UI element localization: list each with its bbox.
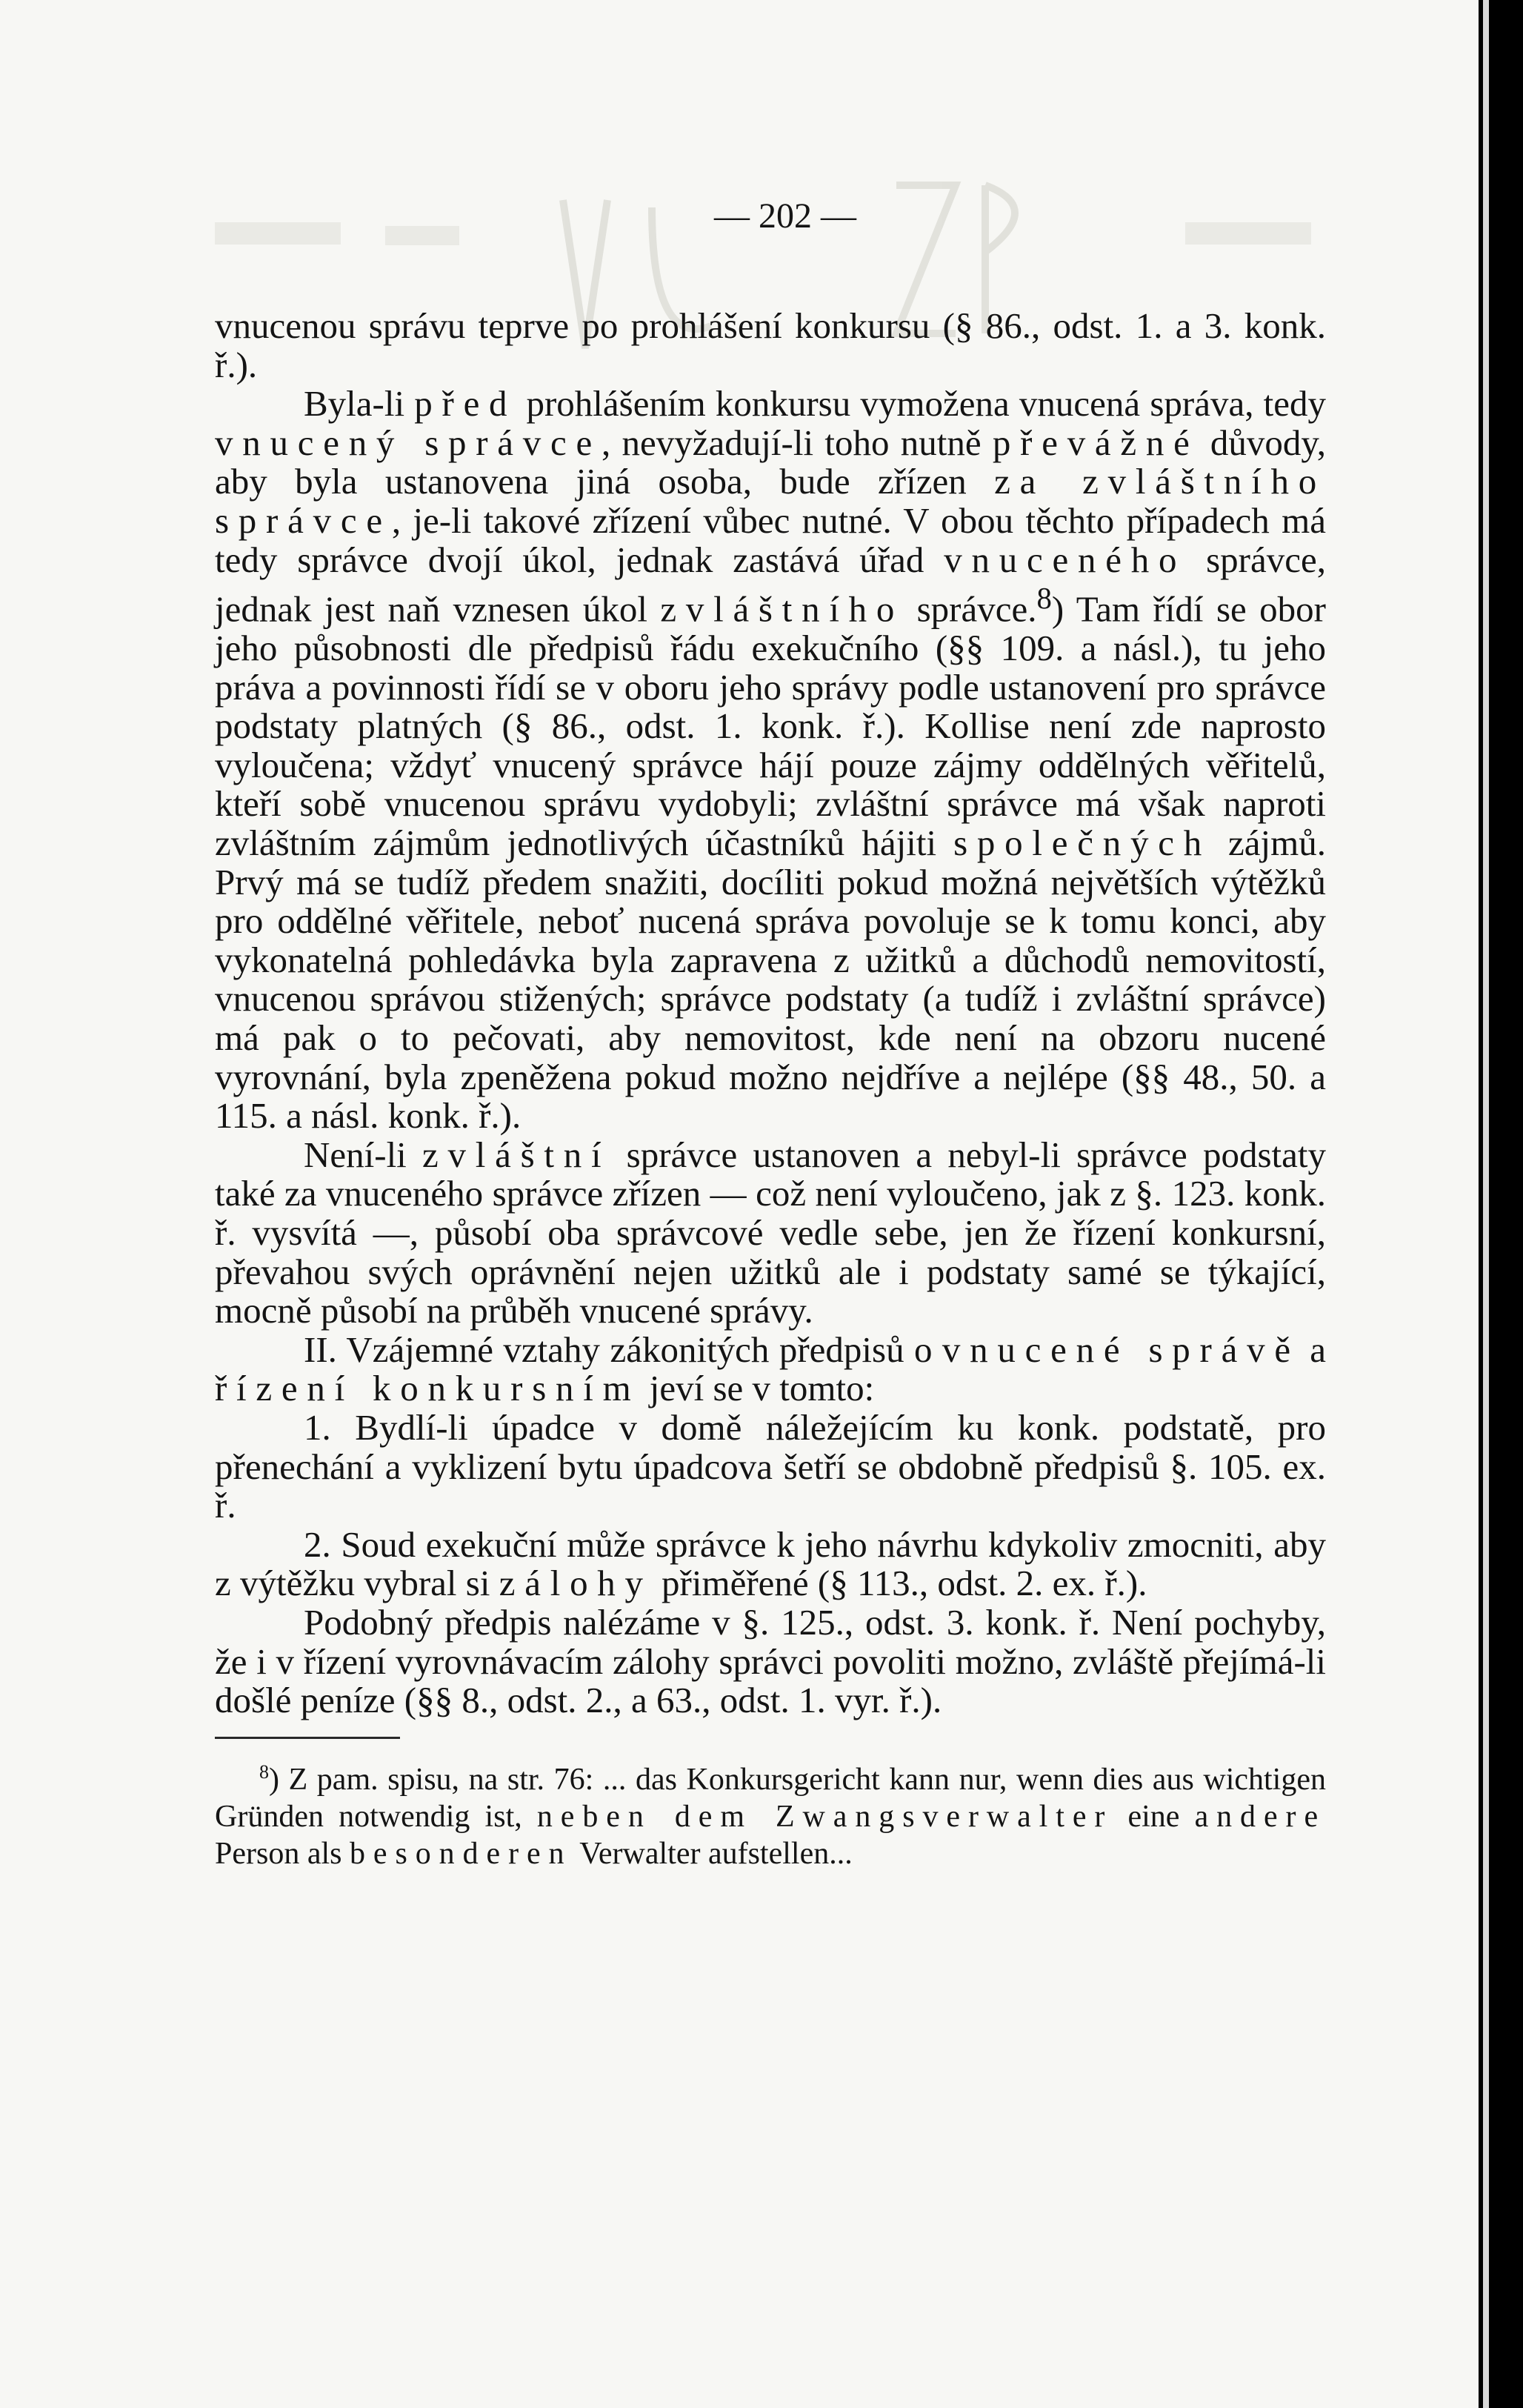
text-block (215, 194, 1326, 1872)
text-run: , je-li takové zřízení vůbec nutné. V obou těchto případech má tedy správce dvojí úkol, jednak zastává úřad (215, 499, 1326, 580)
footnote-divider (215, 1737, 400, 1739)
text-run: ) Z pam. spisu, na str. 76: ... das Konkursgericht kann nur, wenn dies aus wichtigen Gründen notwendig ist, (215, 1762, 1326, 1834)
page-number: — 202 — (714, 196, 856, 236)
text-run: Podobný předpis nalézáme v §. 125., odst. 3. konk. ř. Není pochyby, že i v řízení vyrovnávacím zálohy správci povoliti možno, zvláště přejímá-li došlé peníze (§§ 8., odst. 2., a 63., odst. 1. vyr. ř.). (215, 1601, 1326, 1721)
emphasis-spaced: řízení konkursním (215, 1368, 641, 1409)
footnote-marker: 8 (1036, 582, 1052, 616)
text-run: správce ustanoven a nebyl-li správce podstaty také za vnuceného správce zřízen — což není vyloučeno, jak z §. 123. konk. ř. vysvítá —, působí oba správcové vedle sebe, jen že řízení konkursní, převahou svých oprávnění nejen užitků ale i podstaty samé se týkající, mocně působí na průběh vnucené správy. (215, 1134, 1326, 1331)
scan-border (1479, 0, 1523, 2408)
emphasis-spaced: vnucené správě (942, 1328, 1300, 1370)
text-run: Verwalter aufstellen... (572, 1836, 853, 1871)
text-run: Není-li (304, 1134, 423, 1175)
emphasis-spaced: vnuceného (944, 539, 1187, 580)
emphasis-spaced: zálohy (499, 1563, 653, 1604)
emphasis-spaced: andere (1194, 1799, 1327, 1834)
text-run: a (1299, 1328, 1326, 1370)
body-paragraph (215, 1328, 1326, 1409)
emphasis-spaced: besonderen (350, 1836, 573, 1871)
footnote (215, 1754, 1326, 1872)
list-paragraph (215, 1523, 1326, 1604)
text-run: II. Vzájemné vztahy zákonitých předpisů o (304, 1328, 942, 1370)
text-run: jeví se v tomto: (640, 1368, 875, 1409)
text-run: prohlášením konkursu vymožena vnucená správa, tedy (516, 383, 1326, 425)
text-run: správce, jednak jest naň vznesen úkol (215, 539, 1326, 630)
emphasis-spaced: za zvláštního správce (215, 461, 1326, 541)
text-run: důvody, aby byla ustanovena jiná osoba, bude zřízen (215, 422, 1326, 502)
text-run: ) Tam řídí se obor jeho působnosti dle předpisů řádu exekučního (§§ 109. a násl.), tu jeho práva a povinnosti řídí se v oboru jeho správy podle ustanovení pro správce podstaty platných (§ 86., odst. 1. konk. ř.). Kollise není zde naprosto vyloučena; vždyť vnucený správce hájí pouze zájmy oddělných věřitelů, kteří sobě vnucenou správu vydobyli; zvláštní správce má však naproti zvláštním zájmům jednotlivých účastníků hájiti (215, 588, 1326, 864)
footnote-marker: 8 (259, 1760, 269, 1783)
list-paragraph (215, 1408, 1326, 1526)
emphasis-spaced: před (414, 383, 517, 425)
body-paragraph (215, 385, 1326, 1136)
text-run: přiměřené (§ 113., odst. 2. ex. ř.). (652, 1563, 1147, 1604)
text-run: správce. (904, 588, 1037, 630)
emphasis-spaced: zvláštního (660, 588, 904, 630)
emphasis-spaced: vnucený správce (215, 422, 602, 463)
text-run: zájmů. Prvý má se tudíž předem snažiti, docíliti pokud možná největších výtěžků pro oddělné věřitele, neboť nucená správa povoluje se k tomu konci, aby vykonatelná pohledávka byla zapravena z užitků a důchodů nemovitostí, vnucenou správou stižených; správce podstaty (a tudíž i zvláštní správce) má pak o to pečovati, aby nemovitost, kde není na obzoru nucené vyrovnání, byla zpeněžena pokud možno nejdříve a nejlépe (§§ 48., 50. a 115. a násl. konk. ř.). (215, 822, 1326, 1137)
emphasis-spaced: zvláštní (422, 1134, 611, 1175)
text-run: Person als (215, 1836, 350, 1871)
body-paragraph (215, 1603, 1326, 1720)
text-run: eine (1113, 1799, 1195, 1834)
text-run: Byla-li (304, 383, 415, 425)
scan-edge-line (1483, 0, 1489, 2408)
emphasis-spaced: společných (953, 822, 1211, 864)
emphasis-spaced: převážné (992, 422, 1199, 463)
text-run: vnucenou správu teprve po prohlášení konkursu (§ 86., odst. 1. a 3. konk. ř.). (215, 305, 1326, 385)
emphasis-spaced: neben dem Zwangsverwalter (536, 1799, 1113, 1834)
text-run: 2. Soud exekuční může správce k jeho návrhu kdykoliv zmocniti, aby z výtěžku vybral si (215, 1523, 1326, 1604)
body-paragraph (215, 1136, 1326, 1331)
body-paragraph (215, 307, 1326, 385)
text-run: , nevyžadují-li toho nutně (601, 422, 993, 463)
text-run: 1. Bydlí-li úpadce v domě náležejícím ku konk. podstatě, pro přenechání a vyklizení bytu úpadcova šetří se obdobně předpisů §. 105. ex. ř. (215, 1406, 1326, 1526)
